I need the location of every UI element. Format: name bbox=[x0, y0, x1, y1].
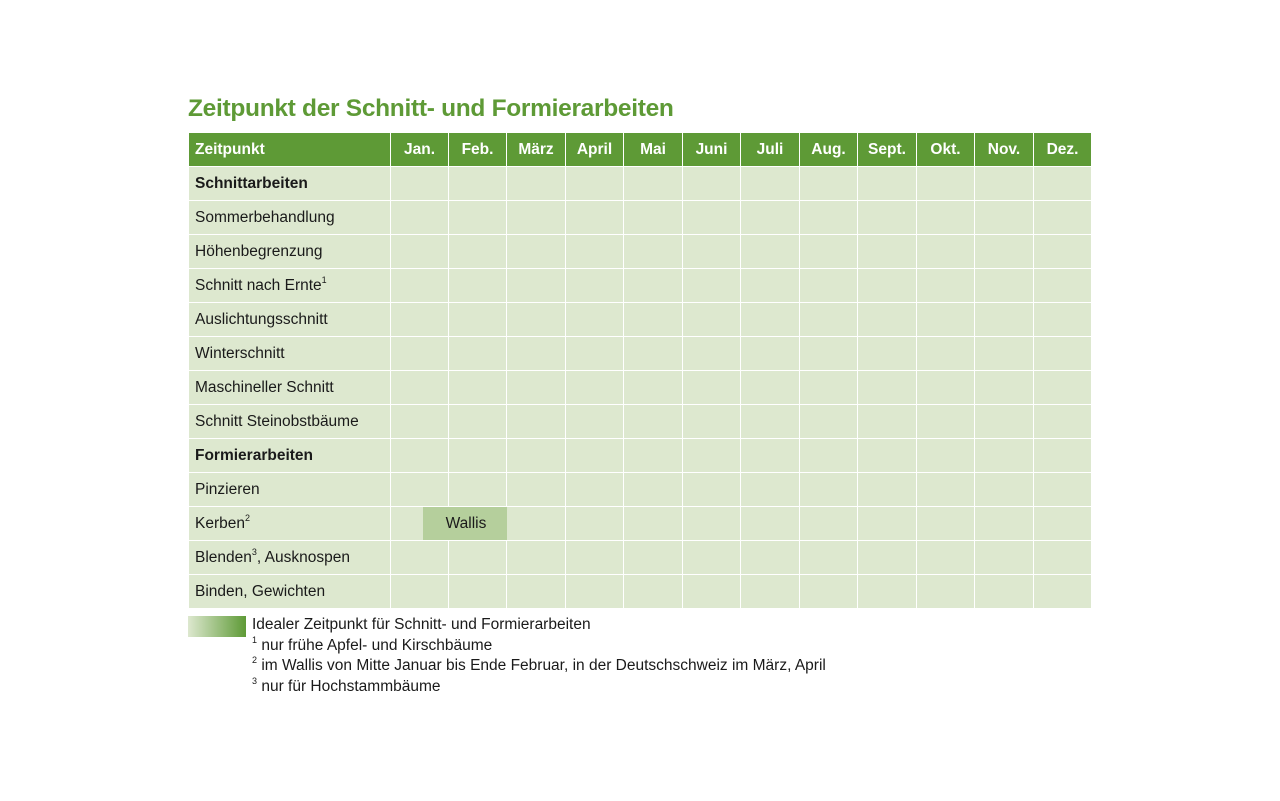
footnote-ref: 3 bbox=[251, 546, 257, 557]
header-month: Jan. bbox=[391, 133, 449, 167]
month-cell bbox=[566, 405, 624, 439]
month-cell bbox=[391, 405, 449, 439]
header-month: Nov. bbox=[975, 133, 1034, 167]
month-cell bbox=[683, 337, 741, 371]
month-cell bbox=[741, 507, 800, 541]
footnote-ref: 2 bbox=[244, 512, 250, 523]
month-cell bbox=[1034, 167, 1092, 201]
legend-label: Idealer Zeitpunkt für Schnitt- und Formierarbeiten bbox=[252, 616, 591, 633]
month-cell bbox=[683, 575, 741, 609]
month-cell bbox=[683, 167, 741, 201]
month-cell bbox=[975, 167, 1034, 201]
ideal-period-cell bbox=[858, 575, 917, 609]
row-label-text: Sommerbehandlung bbox=[195, 208, 335, 226]
ideal-period-cell bbox=[507, 337, 566, 371]
month-cell bbox=[624, 303, 683, 337]
month-cell bbox=[1034, 235, 1092, 269]
month-cell bbox=[858, 337, 917, 371]
ideal-period-cell bbox=[683, 201, 741, 235]
ideal-period-cell bbox=[566, 235, 624, 269]
table-row bbox=[189, 303, 1092, 337]
header-month: Sept. bbox=[858, 133, 917, 167]
month-cell bbox=[858, 405, 917, 439]
month-cell bbox=[917, 371, 975, 405]
ideal-period-cell bbox=[800, 303, 858, 337]
ideal-period-cell bbox=[391, 371, 449, 405]
ideal-period-cell bbox=[507, 235, 566, 269]
row-label-text: Kerben bbox=[195, 514, 245, 532]
row-label bbox=[189, 337, 391, 371]
ideal-period-cell bbox=[975, 541, 1034, 575]
month-cell bbox=[741, 439, 800, 473]
row-label bbox=[189, 473, 391, 507]
row-label-text: Formierarbeiten bbox=[195, 446, 314, 464]
ideal-period-cell bbox=[624, 371, 683, 405]
month-cell bbox=[624, 541, 683, 575]
header-month: Feb. bbox=[449, 133, 507, 167]
month-cell bbox=[975, 575, 1034, 609]
ideal-period-cell bbox=[1034, 337, 1092, 371]
ideal-period-cell bbox=[683, 235, 741, 269]
row-label-text: Schnittarbeiten bbox=[195, 174, 308, 192]
row-label-text: Blenden bbox=[195, 548, 252, 566]
ideal-period-cell bbox=[800, 371, 858, 405]
ideal-period-cell bbox=[858, 269, 917, 303]
ideal-period-cell bbox=[449, 541, 507, 575]
header-zeitpunkt: Zeitpunkt bbox=[189, 133, 391, 167]
month-cell bbox=[975, 201, 1034, 235]
section-heading bbox=[189, 439, 391, 473]
month-cell bbox=[1034, 575, 1092, 609]
table-row bbox=[189, 575, 1092, 609]
ideal-period-cell bbox=[449, 337, 507, 371]
month-cell bbox=[1034, 507, 1092, 541]
month-cell bbox=[800, 337, 858, 371]
month-cell bbox=[917, 575, 975, 609]
month-cell bbox=[917, 541, 975, 575]
ideal-period-cell bbox=[507, 541, 566, 575]
month-cell bbox=[449, 201, 507, 235]
month-cell bbox=[917, 167, 975, 201]
row-label bbox=[189, 575, 391, 609]
table-row bbox=[189, 167, 1092, 201]
header-row bbox=[189, 133, 1092, 167]
month-cell bbox=[449, 473, 507, 507]
footnote-1 bbox=[252, 637, 492, 655]
month-cell bbox=[975, 473, 1034, 507]
month-cell bbox=[917, 405, 975, 439]
ideal-period-cell bbox=[449, 371, 507, 405]
footnote-1-text: nur frühe Apfel- und Kirschbäume bbox=[261, 637, 493, 654]
row-label bbox=[189, 541, 391, 575]
row-label-text: Auslichtungsschnitt bbox=[195, 310, 328, 328]
month-cell bbox=[975, 507, 1034, 541]
ideal-period-cell bbox=[624, 473, 683, 507]
table-row bbox=[189, 507, 1092, 541]
ideal-period-cell bbox=[624, 235, 683, 269]
month-cell bbox=[800, 507, 858, 541]
month-cell bbox=[391, 473, 449, 507]
month-cell bbox=[975, 439, 1034, 473]
month-cell bbox=[624, 575, 683, 609]
month-cell bbox=[391, 303, 449, 337]
header-month: Okt. bbox=[917, 133, 975, 167]
ideal-period-cell bbox=[917, 235, 975, 269]
footnote-2-number: 2 bbox=[252, 655, 258, 665]
ideal-period-cell bbox=[566, 507, 624, 541]
header-month: Mai bbox=[624, 133, 683, 167]
month-cell bbox=[800, 405, 858, 439]
table-row bbox=[189, 541, 1092, 575]
row-label bbox=[189, 371, 391, 405]
month-cell bbox=[391, 269, 449, 303]
footnote-3-text: nur für Hochstammbäume bbox=[261, 678, 441, 695]
ideal-period-cell bbox=[858, 371, 917, 405]
table-row bbox=[189, 337, 1092, 371]
table-row bbox=[189, 439, 1092, 473]
month-cell bbox=[741, 575, 800, 609]
ideal-period-cell bbox=[624, 201, 683, 235]
month-cell bbox=[391, 167, 449, 201]
month-cell bbox=[683, 541, 741, 575]
header-month: Juli bbox=[741, 133, 800, 167]
ideal-period-cell bbox=[800, 235, 858, 269]
table-row bbox=[189, 405, 1092, 439]
ideal-period-cell bbox=[507, 575, 566, 609]
month-cell bbox=[800, 439, 858, 473]
month-cell bbox=[507, 269, 566, 303]
month-cell bbox=[449, 439, 507, 473]
month-cell bbox=[624, 405, 683, 439]
ideal-period-cell bbox=[391, 541, 449, 575]
month-cell bbox=[741, 167, 800, 201]
ideal-period-cell bbox=[566, 541, 624, 575]
month-cell bbox=[858, 167, 917, 201]
ideal-period-cell bbox=[800, 269, 858, 303]
row-label-text: Winterschnitt bbox=[195, 344, 285, 362]
table-row bbox=[189, 201, 1092, 235]
header-month: Dez. bbox=[1034, 133, 1092, 167]
month-cell bbox=[449, 167, 507, 201]
row-label-suffix: , Ausknospen bbox=[256, 548, 350, 566]
ideal-period-cell bbox=[1034, 541, 1092, 575]
month-cell bbox=[683, 507, 741, 541]
month-cell bbox=[1034, 439, 1092, 473]
month-cell bbox=[566, 167, 624, 201]
month-cell bbox=[917, 439, 975, 473]
month-cell bbox=[683, 269, 741, 303]
month-cell bbox=[449, 269, 507, 303]
month-cell bbox=[449, 405, 507, 439]
footnote-3 bbox=[252, 678, 441, 696]
ideal-period-cell bbox=[391, 235, 449, 269]
row-label bbox=[189, 405, 391, 439]
ideal-period-cell bbox=[683, 473, 741, 507]
wallis-label: Wallis bbox=[423, 507, 509, 540]
month-cell bbox=[507, 473, 566, 507]
month-cell bbox=[566, 439, 624, 473]
month-cell bbox=[741, 541, 800, 575]
table-row bbox=[189, 473, 1092, 507]
month-cell bbox=[391, 575, 449, 609]
month-cell bbox=[1034, 201, 1092, 235]
month-cell bbox=[975, 303, 1034, 337]
table-body bbox=[189, 167, 1092, 609]
footnote-2-text: im Wallis von Mitte Januar bis Ende Februar, in der Deutschschweiz im März, April bbox=[261, 657, 826, 674]
month-cell bbox=[624, 167, 683, 201]
row-label bbox=[189, 507, 391, 541]
month-cell bbox=[1034, 269, 1092, 303]
month-cell bbox=[449, 303, 507, 337]
header-month: April bbox=[566, 133, 624, 167]
row-label bbox=[189, 235, 391, 269]
footnote-3-number: 3 bbox=[252, 676, 258, 686]
month-cell bbox=[624, 269, 683, 303]
row-label-text: Binden, Gewichten bbox=[195, 582, 326, 600]
ideal-period-cell bbox=[445, 507, 507, 541]
month-cell bbox=[800, 201, 858, 235]
month-cell bbox=[741, 269, 800, 303]
month-cell bbox=[975, 405, 1034, 439]
ideal-period-cell bbox=[507, 371, 566, 405]
month-cell bbox=[1034, 473, 1092, 507]
month-cell bbox=[917, 201, 975, 235]
month-cell bbox=[741, 405, 800, 439]
month-cell bbox=[975, 269, 1034, 303]
month-cell bbox=[566, 269, 624, 303]
month-cell bbox=[741, 473, 800, 507]
row-label-text: Schnitt nach Ernte bbox=[195, 276, 322, 294]
month-cell bbox=[858, 235, 917, 269]
row-label-text: Schnitt Steinobstbäume bbox=[195, 412, 359, 430]
month-cell bbox=[566, 201, 624, 235]
month-cell bbox=[624, 337, 683, 371]
month-cell bbox=[449, 575, 507, 609]
header-month: März bbox=[507, 133, 566, 167]
ideal-period-cell bbox=[566, 575, 624, 609]
month-cell bbox=[624, 439, 683, 473]
month-cell bbox=[566, 473, 624, 507]
ideal-period-cell bbox=[391, 337, 449, 371]
month-cell bbox=[800, 167, 858, 201]
month-cell bbox=[741, 235, 800, 269]
footnote-1-number: 1 bbox=[252, 635, 258, 645]
month-cell bbox=[683, 371, 741, 405]
month-cell bbox=[507, 201, 566, 235]
month-cell bbox=[566, 371, 624, 405]
ideal-period-cell bbox=[1034, 371, 1092, 405]
ideal-period-cell bbox=[566, 337, 624, 371]
header-month: Juni bbox=[683, 133, 741, 167]
month-cell bbox=[917, 507, 975, 541]
month-cell bbox=[566, 303, 624, 337]
month-cell bbox=[858, 439, 917, 473]
table-row bbox=[189, 235, 1092, 269]
ideal-period-cell bbox=[975, 235, 1034, 269]
month-cell bbox=[800, 541, 858, 575]
ideal-period-cell bbox=[975, 337, 1034, 371]
month-cell bbox=[1034, 303, 1092, 337]
month-cell bbox=[507, 303, 566, 337]
month-cell bbox=[507, 439, 566, 473]
month-cell bbox=[507, 167, 566, 201]
month-cell bbox=[741, 371, 800, 405]
month-cell bbox=[858, 201, 917, 235]
table-row bbox=[189, 371, 1092, 405]
month-cell bbox=[741, 201, 800, 235]
month-cell bbox=[624, 507, 683, 541]
month-cell bbox=[1034, 405, 1092, 439]
month-cell bbox=[858, 507, 917, 541]
row-label-text: Höhenbegrenzung bbox=[195, 242, 323, 260]
schedule-table bbox=[188, 132, 1092, 609]
table-row bbox=[189, 269, 1092, 303]
month-cell bbox=[683, 303, 741, 337]
month-cell bbox=[683, 439, 741, 473]
month-cell bbox=[917, 303, 975, 337]
month-cell bbox=[741, 303, 800, 337]
row-label bbox=[189, 303, 391, 337]
ideal-period-cell bbox=[507, 405, 566, 439]
month-cell bbox=[683, 405, 741, 439]
ideal-period-cell bbox=[975, 371, 1034, 405]
ideal-period-cell bbox=[507, 507, 566, 541]
month-cell bbox=[917, 473, 975, 507]
month-cell bbox=[391, 201, 449, 235]
ideal-period-cell bbox=[800, 575, 858, 609]
footnote-ref: 1 bbox=[321, 274, 327, 285]
month-cell bbox=[391, 439, 449, 473]
month-cell bbox=[741, 337, 800, 371]
month-cell bbox=[858, 473, 917, 507]
row-label bbox=[189, 269, 391, 303]
section-heading bbox=[189, 167, 391, 201]
page-title: Zeitpunkt der Schnitt- und Formierarbeiten bbox=[188, 95, 674, 122]
month-cell bbox=[917, 269, 975, 303]
ideal-period-cell bbox=[858, 303, 917, 337]
row-label-text: Pinzieren bbox=[195, 480, 260, 498]
ideal-period-cell bbox=[449, 235, 507, 269]
header-month: Aug. bbox=[800, 133, 858, 167]
row-label-text: Maschineller Schnitt bbox=[195, 378, 334, 396]
legend-swatch bbox=[188, 616, 246, 637]
month-cell bbox=[917, 337, 975, 371]
month-cell bbox=[800, 473, 858, 507]
footnote-2 bbox=[252, 657, 826, 675]
row-label bbox=[189, 201, 391, 235]
month-cell bbox=[858, 541, 917, 575]
